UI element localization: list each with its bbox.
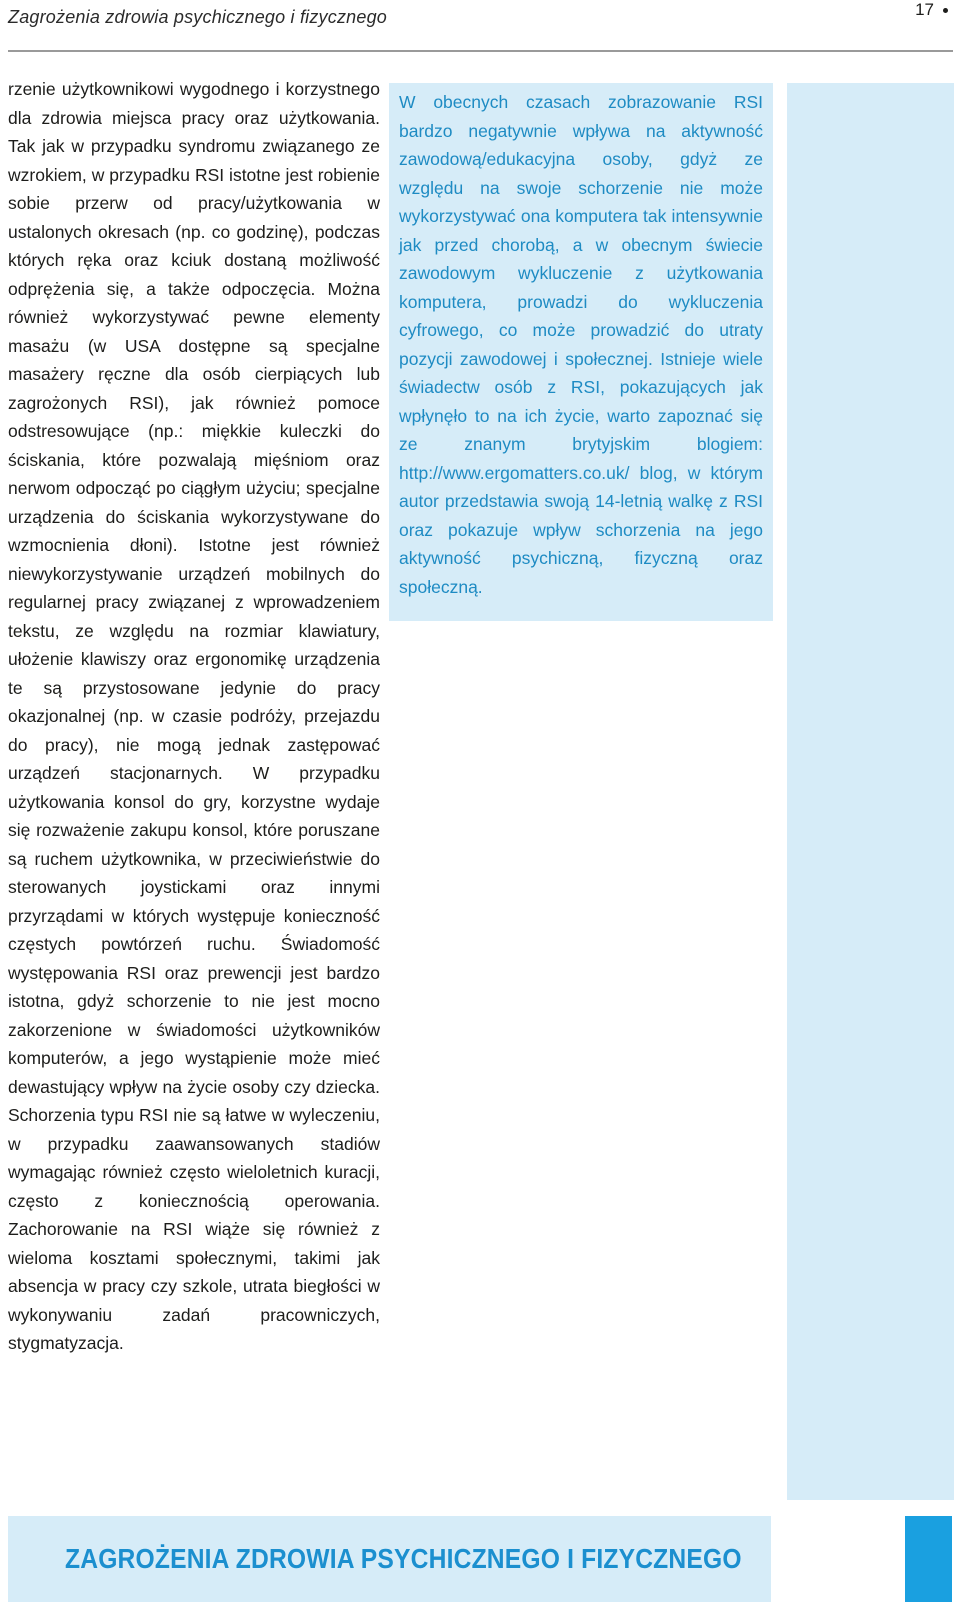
running-header-title: Zagrożenia zdrowia psychicznego i fizycznego [8, 7, 387, 27]
footer-band [8, 1516, 771, 1602]
footer-section-title: ZAGROŻENIA ZDROWIA PSYCHICZNEGO I FIZYCZNEGO [65, 1543, 742, 1574]
decorative-side-stripe [787, 83, 954, 1500]
footer-accent-block [905, 1516, 952, 1602]
main-body-text: rzenie użytkownikowi wygodnego i korzystnego dla zdrowia miejsca pracy oraz użytkowania. Tak jak w przypadku syndromu związanego ze wzrokiem, w przypadku RSI istotne jest robienie sobie przerw od pracy/użytkowania w ustalonych okresach (np. co godzinę), podczas których ręka oraz kciuk dostaną możliwość odprężenia się, a także odpoczęcia. Można również wykorzystywać pewne elementy masażu (w USA dostępne są specjalne masażery ręczne dla osób cierpiących lub zagrożonych RSI), jak również pomoce odstresowujące (np.: miękkie kuleczki do ściskania, które pozwalają mięśniom oraz nerwom odpocząć po ciągłym użyciu; specjalne urządzenia do ściskania wykorzystywane do wzmocnienia dłoni). Istotne jest również niewykorzystywanie urządzeń mobilnych do regularnej pracy związanej z wprowadzeniem tekstu, ze względu na rozmiar klawiatury, ułożenie klawiszy oraz ergonomikę urządzenia te są przystosowane jedynie do pracy okazjonalnej (np. w czasie podróży, przejazdu do pracy), nie mogą jednak zastępować urządzeń stacjonarnych. W przypadku użytkowania konsol do gry, korzystne wydaje się rozważenie zakupu konsol, które poruszane są ruchem użytkownika, w przeciwieństwie do sterowanych joystickami oraz innymi przyrządami w których występuje konieczność częstych powtórzeń ruchu. Świadomość występowania RSI oraz prewencji jest bardzo istotna, gdyż schorzenie to nie jest mocno zakorzenione w świadomości użytkowników komputerów, a jego wystąpienie może mieć dewastujący wpływ na życie osoby czy dziecka. Schorzenia typu RSI nie są łatwe w wyleczeniu, w przypadku zaawansowanych stadiów wymagając również często wieloletnich kuracji, często z koniecznością operowania. Zachorowanie na RSI wiąże się również z wieloma kosztami społecznymi, takimi jak absencja w pracy czy szkole, utrata biegłości w wykonywaniu zadań pracowniczych, stygmatyzacja. [8, 79, 380, 1353]
sidebar-callout-text: W obecnych czasach zobrazowanie RSI bardzo negatywnie wpływa na aktywność zawodową/edukacyjna osoby, gdyż ze względu na swoje schorzenie nie może wykorzystywać ona komputera tak intensywnie jak przed chorobą, a w obecnym świecie zawodowym wykluczenie z użytkowania komputera, prowadzi do wykluczenia cyfrowego, co może prowadzić do utraty pozycji zawodowej i społecznej. Istnieje wiele świadectw osób z RSI, pokazujących jak wpłynęło to na ich życie, warto zapoznać się ze znanym brytyjskim blogiem: http://www.ergomatters.co.uk/ blog, w którym autor przedstawia swoją 14-letnią walkę z RSI oraz pokazuje wpływ schorzenia na jego aktywność psychiczną, fizyczną oraz społeczną. [399, 92, 763, 597]
bullet-icon [943, 8, 948, 13]
page-number: 17 [915, 0, 934, 19]
header-divider [8, 50, 953, 52]
page-number-group [915, 0, 948, 20]
sidebar-callout [389, 83, 773, 621]
